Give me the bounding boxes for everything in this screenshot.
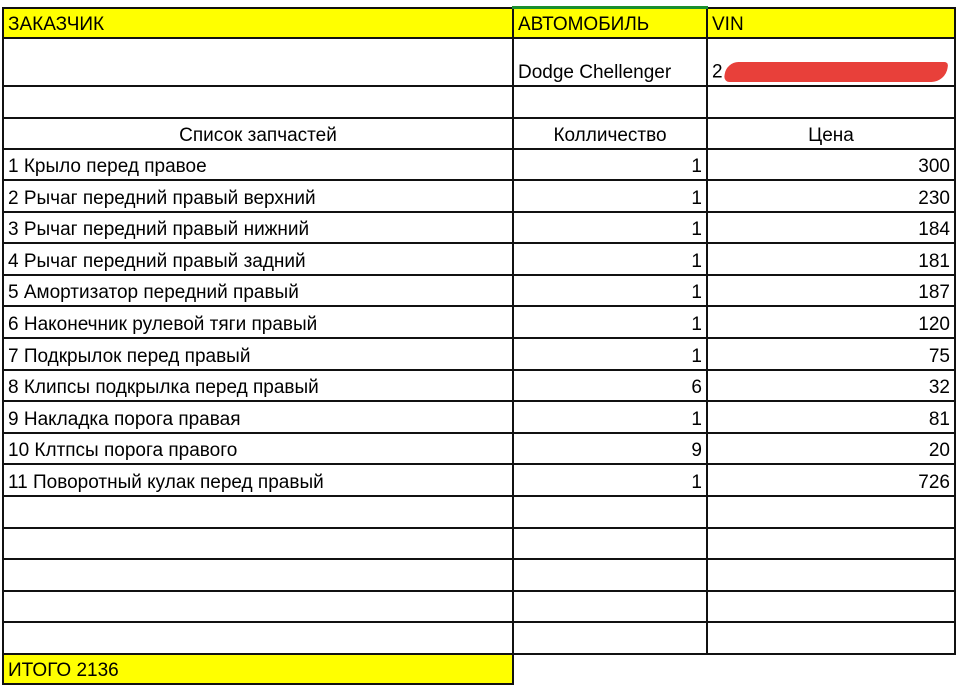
price-cell[interactable] [707,370,955,402]
column-header-price[interactable] [707,118,955,149]
quantity-cell[interactable] [513,243,707,275]
empty-cell[interactable] [3,496,513,528]
header-row [3,8,955,38]
empty-row [3,559,955,591]
car-value-cell[interactable] [513,38,707,86]
part-name-cell[interactable] [3,464,513,496]
empty-cell[interactable] [513,559,707,591]
part-name: 3 Рычаг передний правый нижний [8,219,310,241]
table-row [3,370,955,402]
empty-cell[interactable] [3,559,513,591]
price-cell[interactable] [707,149,955,181]
empty-cell[interactable] [3,86,513,118]
customer-value-cell[interactable] [3,38,513,86]
price: 300 [918,156,950,178]
price: 726 [918,472,950,494]
empty-cell[interactable] [707,496,955,528]
price: 32 [928,377,950,399]
price-cell[interactable] [707,338,955,370]
price-cell[interactable] [707,212,955,244]
quantity-cell[interactable] [513,180,707,212]
part-name: 1 Крыло перед правое [8,156,207,178]
quantity: 1 [691,314,702,336]
part-name-cell[interactable] [3,306,513,338]
empty-cell[interactable] [707,591,955,623]
part-name-cell[interactable] [3,370,513,402]
column-header-parts[interactable] [3,118,513,149]
price: 187 [918,282,950,304]
part-name-cell[interactable] [3,275,513,307]
part-name-cell[interactable] [3,243,513,275]
column-header-price-label: Цена [808,124,854,146]
quantity-cell[interactable] [513,149,707,181]
empty-cell[interactable] [707,654,955,684]
price-cell[interactable] [707,243,955,275]
table-row [3,212,955,244]
table-row [3,243,955,275]
price-cell[interactable] [707,401,955,433]
empty-cell[interactable] [513,496,707,528]
part-name-cell[interactable] [3,149,513,181]
table-row [3,149,955,181]
table-row [3,338,955,370]
column-header-quantity[interactable] [513,118,707,149]
price-cell[interactable] [707,180,955,212]
quantity-cell[interactable] [513,433,707,465]
part-name: 9 Накладка порога правая [8,408,241,430]
column-header-quantity-label: Колличество [553,124,667,146]
redaction-mark [723,62,948,82]
part-name-cell[interactable] [3,180,513,212]
price: 184 [918,219,950,241]
empty-row [3,622,955,654]
quantity: 6 [691,377,702,399]
total-cell[interactable] [3,654,513,684]
part-name-cell[interactable] [3,433,513,465]
part-name: 10 Клтпсы порога правого [8,440,238,462]
quantity: 1 [691,250,702,272]
quantity-cell[interactable] [513,464,707,496]
price: 230 [918,187,950,209]
empty-cell[interactable] [3,591,513,623]
vin-label-cell[interactable] [707,8,955,38]
empty-row [3,496,955,528]
empty-row [3,528,955,560]
total-label: ИТОГО 2136 [8,660,119,681]
part-name-cell[interactable] [3,212,513,244]
empty-cell[interactable] [707,528,955,560]
quantity-cell[interactable] [513,212,707,244]
part-name: 5 Амортизатор передний правый [8,282,299,304]
price: 81 [928,408,950,430]
empty-cell[interactable] [3,622,513,654]
part-name: 8 Клипсы подкрылка перед правый [8,377,319,399]
info-row [3,38,955,86]
customer-label: ЗАКАЗЧИК [8,13,105,35]
quantity: 9 [691,440,702,462]
price: 75 [928,345,950,367]
column-header-parts-label: Список запчастей [179,124,337,146]
column-header-row [3,118,955,149]
price-cell[interactable] [707,433,955,465]
empty-cell[interactable] [707,86,955,118]
table-row [3,464,955,496]
empty-cell[interactable] [513,86,707,118]
table-row [3,306,955,338]
vin-label: VIN [712,13,744,35]
car-value: Dodge Chellenger [518,61,672,83]
quantity-cell[interactable] [513,370,707,402]
car-label: АВТОМОБИЛЬ [518,13,650,35]
quantity: 1 [691,156,702,178]
price: 20 [928,440,950,462]
empty-cell[interactable] [707,559,955,591]
empty-cell[interactable] [513,591,707,623]
parts-table [2,6,956,685]
quantity: 1 [691,345,702,367]
table-row [3,433,955,465]
quantity-cell[interactable] [513,338,707,370]
vin-value: 2 [712,61,723,82]
customer-label-cell[interactable] [3,8,513,38]
quantity: 1 [691,472,702,494]
part-name-cell[interactable] [3,401,513,433]
part-name: 2 Рычаг передний правый верхний [8,187,316,209]
part-name: 6 Наконечник рулевой тяги правый [8,314,318,336]
empty-cell[interactable] [513,528,707,560]
quantity-cell[interactable] [513,306,707,338]
quantity: 1 [691,282,702,304]
total-row [3,654,955,684]
quantity: 1 [691,219,702,241]
table-row [3,180,955,212]
price: 120 [918,314,950,336]
empty-cell[interactable] [707,622,955,654]
empty-cell[interactable] [3,528,513,560]
part-name: 4 Рычаг передний правый задний [8,250,306,272]
empty-row [3,86,955,118]
part-name-cell[interactable] [3,338,513,370]
empty-cell[interactable] [513,622,707,654]
part-name: 7 Подкрылок перед правый [8,345,251,367]
car-label-cell[interactable] [513,8,707,38]
table-row [3,275,955,307]
quantity: 1 [691,408,702,430]
quantity: 1 [691,187,702,209]
empty-cell[interactable] [513,654,707,684]
price-cell[interactable] [707,306,955,338]
quantity-cell[interactable] [513,275,707,307]
price-cell[interactable] [707,275,955,307]
vin-value-cell[interactable] [707,38,955,86]
quantity-cell[interactable] [513,401,707,433]
price-cell[interactable] [707,464,955,496]
empty-row [3,591,955,623]
table-row [3,401,955,433]
price: 181 [918,250,950,272]
part-name: 11 Поворотный кулак перед правый [8,472,324,494]
